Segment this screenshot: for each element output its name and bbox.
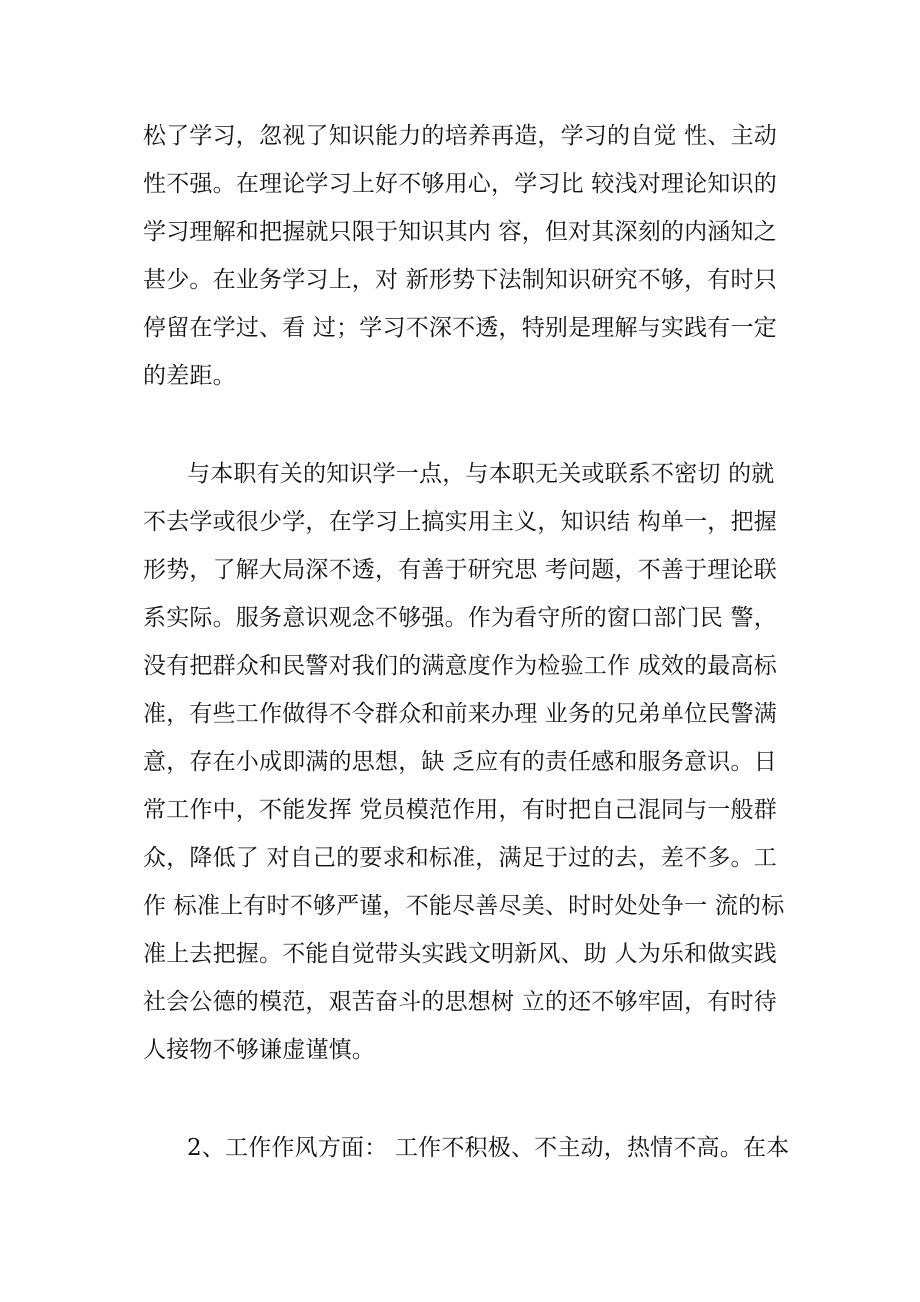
text-line: 准，有些工作做得不令群众和前来办理 业务的兄弟单位民警满: [143, 701, 777, 727]
text-line: 学习理解和把握就只限于知识其内 容，但对其深刻的内涵知之: [143, 219, 777, 245]
text-line: 社会公德的模范，艰苦奋斗的思想树 立的还不够牢固，有时待: [143, 989, 777, 1015]
text-line: 常工作中，不能发挥 党员模范作用，有时把自己混同与一般群: [143, 797, 777, 823]
text-line: 甚少。在业务学习上，对 新形势下法制知识研究不够，有时只: [143, 267, 777, 293]
text-line: 形势，了解大局深不透，有善于研究思 考问题，不善于理论联: [143, 557, 777, 583]
text-line: 作 标准上有时不够严谨，不能尽善尽美、时时处处争一 流的标: [143, 893, 785, 919]
text-line: 与本职有关的知识学一点，与本职无关或联系不密切 的就: [187, 461, 775, 487]
text-line: 意，存在小成即满的思想，缺 乏应有的责任感和服务意识。日: [143, 749, 777, 775]
text-line: 停留在学过、看 过；学习不深不透，特别是理解与实践有一定: [143, 315, 777, 341]
text-line: 系实际。服务意识观念不够强。作为看守所的窗口部门民 警，: [143, 605, 777, 631]
text-line: 准上去把握。不能自觉带头实践文明新风、助 人为乐和做实践: [143, 941, 777, 967]
text-line: 松了学习，忽视了知识能力的培养再造，学习的自觉 性、主动: [143, 123, 777, 149]
text-line: 2、工作作风方面： 工作不积极、不主动，热情不高。在本: [187, 1135, 790, 1161]
text-line: 的差距。: [143, 363, 236, 389]
text-line: 人接物不够谦虚谨慎。: [143, 1037, 375, 1063]
text-line: 性不强。在理论学习上好不够用心，学习比 较浅对理论知识的: [143, 171, 777, 197]
text-line: 没有把群众和民警对我们的满意度作为检验工作 成效的最高标: [143, 653, 777, 679]
text-line: 众，降低了 对自己的要求和标准，满足于过的去，差不多。工: [143, 845, 777, 871]
text-line: 不去学或很少学，在学习上搞实用主义，知识结 构单一，把握: [143, 509, 777, 535]
